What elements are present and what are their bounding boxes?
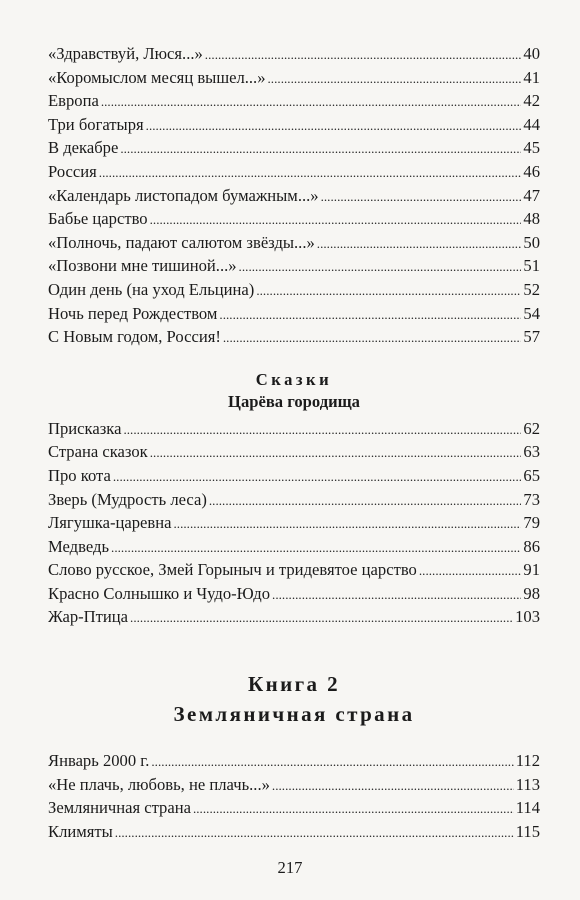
toc-entry-page-number: 112 [515, 751, 540, 771]
toc-entry-page-number: 63 [523, 442, 540, 462]
toc-entry-page-number: 79 [523, 513, 540, 533]
toc-entry-page-number: 51 [523, 256, 540, 276]
toc-entry-title: Климяты [48, 821, 113, 841]
toc-dot-leader [99, 161, 522, 185]
toc-entry-page-number: 40 [523, 44, 540, 63]
toc-entry [48, 749, 540, 773]
toc-entry-page-number: 57 [523, 327, 540, 347]
toc-entry [48, 66, 540, 90]
toc-entry [48, 302, 540, 326]
toc-entry-title: Январь 2000 г. [48, 751, 150, 771]
toc-entry-page-number: 41 [523, 67, 540, 87]
book-2-subheading: Земляничная страна [173, 702, 415, 727]
toc-entry [48, 417, 540, 441]
toc-entry-title: Земляничная страна [48, 798, 191, 818]
toc-dot-leader [223, 326, 522, 350]
toc-group-skazki [48, 417, 540, 629]
toc-entry [48, 440, 540, 464]
toc-dot-leader [239, 255, 522, 279]
toc-entry-page-number: 98 [523, 583, 540, 603]
toc-entry-page-number: 45 [523, 138, 540, 158]
toc-entry-title: Россия [48, 161, 97, 181]
toc-entry-title: Страна сказок [48, 442, 148, 462]
toc-entry-page-number: 86 [523, 536, 540, 556]
toc-dot-leader [272, 774, 514, 798]
toc-entry-page-number: 47 [523, 185, 540, 205]
toc-entry-title: «Здравствуй, Люся...» [48, 44, 203, 63]
toc-entry-title: Лягушка-царевна [48, 513, 172, 533]
toc-entry [48, 207, 540, 231]
toc-dot-leader [150, 441, 522, 465]
toc-entry [48, 254, 540, 278]
toc-entry-title: «Полночь, падают салютом звёзды...» [48, 232, 315, 252]
toc-dot-leader [151, 750, 513, 774]
toc-entry [48, 511, 540, 535]
toc-dot-leader [130, 606, 513, 630]
toc-entry-page-number: 65 [523, 465, 540, 485]
toc-entry-title: Медведь [48, 536, 110, 556]
toc-dot-leader [123, 418, 521, 442]
toc-group-book-2 [48, 749, 540, 843]
toc-entry-title: Три богатыря [48, 114, 144, 134]
toc-entry-title: С Новым годом, Россия! [48, 327, 221, 347]
toc-dot-leader [219, 303, 521, 327]
toc-entry [48, 42, 540, 66]
toc-entry-title: Про кота [48, 465, 111, 485]
toc-entry-page-number: 115 [515, 821, 540, 841]
toc-page [48, 42, 540, 843]
toc-entry-title: Жар-Птица [48, 607, 129, 627]
toc-entry [48, 231, 540, 255]
toc-dot-leader [173, 512, 521, 536]
toc-dot-leader [256, 279, 521, 303]
toc-entry [48, 160, 540, 184]
toc-entry-title: Зверь (Мудрость леса) [48, 489, 207, 509]
toc-dot-leader [317, 232, 522, 256]
toc-entry-title: Бабье царство [48, 209, 148, 229]
toc-entry-page-number: 50 [523, 232, 540, 252]
toc-entry-page-number: 114 [515, 798, 540, 818]
toc-dot-leader [193, 797, 514, 821]
toc-dot-leader [146, 114, 522, 138]
toc-entry-page-number: 52 [523, 279, 540, 299]
toc-dot-leader [120, 137, 521, 161]
toc-entry [48, 278, 540, 302]
toc-entry-page-number: 73 [523, 489, 540, 509]
toc-dot-leader [209, 489, 522, 513]
toc-dot-leader [205, 43, 522, 67]
toc-entry-title: «Календарь листопадом бумажным...» [48, 185, 319, 205]
toc-entry-title: Красно Солнышко и Чудо-Юдо [48, 583, 271, 603]
toc-entry [48, 136, 540, 160]
toc-entry-title: Европа [48, 91, 99, 111]
toc-dot-leader [113, 465, 522, 489]
toc-entry-page-number: 54 [523, 303, 540, 323]
toc-entry [48, 113, 540, 137]
toc-dot-leader [111, 536, 521, 560]
section-heading-skazki: Сказки [255, 369, 333, 389]
toc-entry [48, 89, 540, 113]
toc-entry-page-number: 48 [523, 209, 540, 229]
toc-entry-page-number: 103 [515, 607, 540, 627]
toc-entry [48, 535, 540, 559]
toc-entry-page-number: 62 [523, 418, 540, 438]
toc-entry-title: «Не плачь, любовь, не плачь...» [48, 774, 270, 794]
toc-dot-leader [419, 559, 522, 583]
toc-dot-leader [268, 67, 522, 91]
toc-entry [48, 605, 540, 629]
toc-dot-leader [321, 185, 522, 209]
toc-entry-title: Слово русское, Змей Горыныч и тридевятое царство [48, 560, 417, 580]
toc-dot-leader [272, 583, 521, 607]
toc-entry [48, 582, 540, 606]
toc-entry [48, 796, 540, 820]
section-subheading-tsareva-gorodishcha: Царёва городища [228, 391, 360, 411]
toc-entry [48, 820, 540, 844]
toc-entry [48, 773, 540, 797]
toc-entry [48, 184, 540, 208]
toc-entry-title: Ночь перед Рождеством [48, 303, 218, 323]
page-number: 217 [277, 858, 303, 877]
toc-dot-leader [150, 208, 522, 232]
toc-dot-leader [101, 90, 522, 114]
toc-entry-title: «Позвони мне тишиной...» [48, 256, 237, 276]
toc-entry [48, 488, 540, 512]
toc-entry-page-number: 44 [523, 114, 540, 134]
toc-dot-leader [115, 821, 514, 845]
toc-entry-page-number: 46 [523, 161, 540, 181]
toc-entry [48, 464, 540, 488]
toc-entry [48, 325, 540, 349]
toc-entry-title: В декабре [48, 138, 119, 158]
toc-entry [48, 558, 540, 582]
toc-group-poems [48, 42, 540, 349]
toc-entry-page-number: 42 [523, 91, 540, 111]
toc-entry-title: «Коромыслом месяц вышел...» [48, 67, 266, 87]
toc-entry-title: Присказка [48, 418, 122, 438]
book-2-heading: Книга 2 [247, 672, 340, 697]
toc-entry-title: Один день (на уход Ельцина) [48, 279, 255, 299]
toc-entry-page-number: 91 [523, 560, 540, 580]
toc-entry-page-number: 113 [515, 774, 540, 794]
